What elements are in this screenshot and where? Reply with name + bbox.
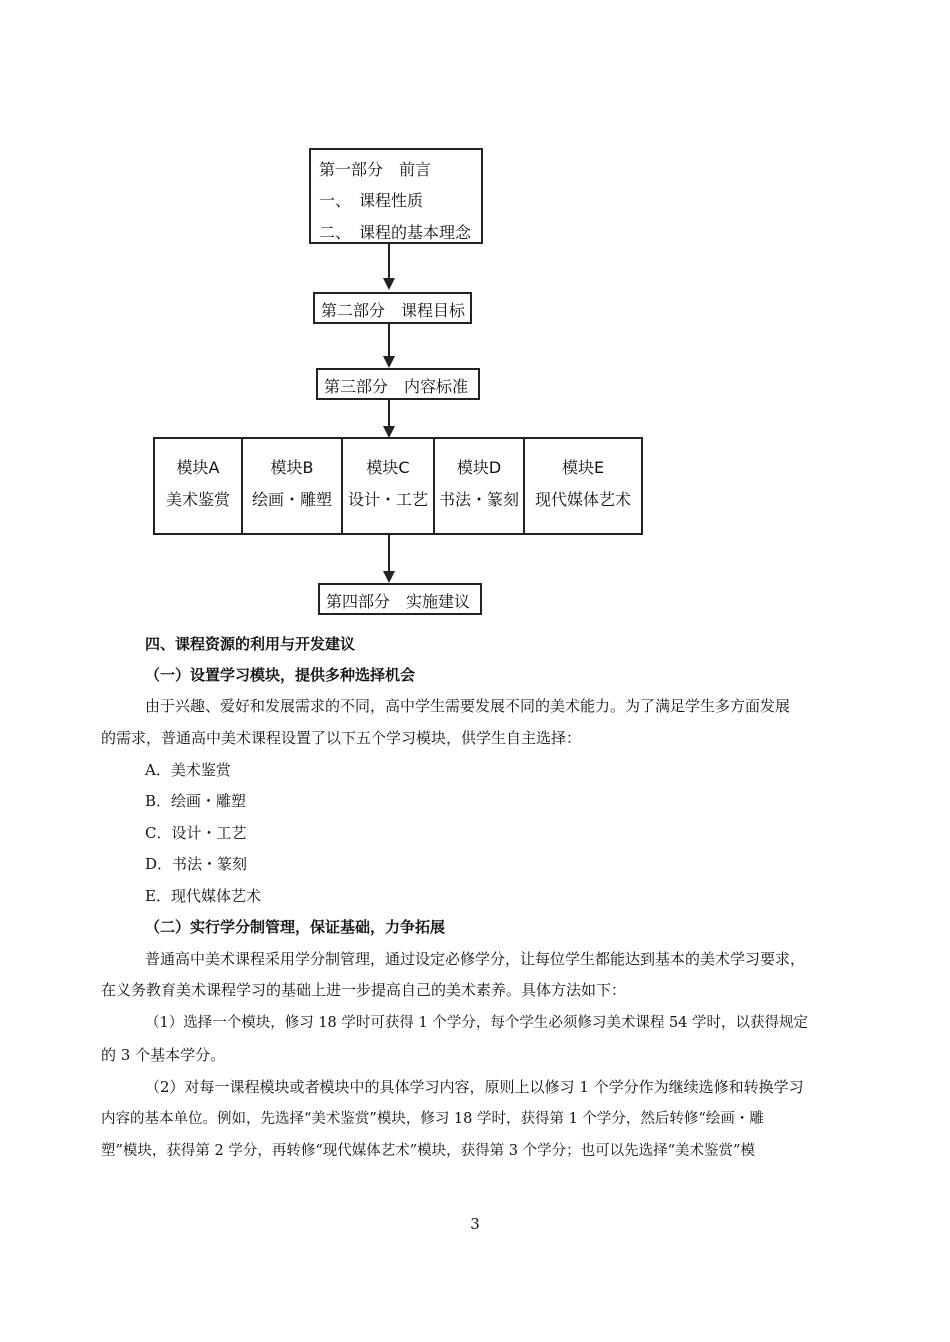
arrow-line-4 — [388, 535, 390, 571]
paragraph-4-line-1: （2）对每一课程模块或者模块中的具体学习内容，原则上以修习 1 个学分作为继续选修和转换学习 — [145, 1078, 804, 1096]
part1-item2: 二、 课程的基本理念 — [319, 223, 472, 242]
part1-box — [309, 148, 483, 244]
module-title: 模块C — [366, 458, 410, 477]
arrow-down-icon — [383, 278, 395, 290]
module-list-item: A．美术鉴赏 — [145, 761, 231, 779]
arrow-line-3 — [388, 398, 390, 426]
module-name: 绘画・雕塑 — [251, 490, 332, 509]
part2-box — [313, 292, 472, 324]
part3-title: 第三部分 内容标准 — [324, 377, 469, 396]
part1-item1: 一、 课程性质 — [319, 191, 424, 210]
module-d — [435, 439, 525, 533]
module-title: 模块E — [561, 458, 605, 477]
curriculum-flowchart — [0, 0, 950, 620]
section-heading: 四、课程资源的利用与开发建议 — [145, 635, 356, 653]
module-title: 模块A — [176, 458, 220, 477]
paragraph-3-line-1: （1）选择一个模块，修习 18 学时可获得 1 个学分，每个学生必须修习美术课程 54 学时，以获得规定 — [145, 1015, 809, 1031]
module-e — [525, 439, 641, 533]
paragraph-2-line-1: 普通高中美术课程采用学分制管理，通过设定必修学分，让每位学生都能达到基本的美术学习要求， — [145, 950, 806, 968]
modules-row — [153, 437, 643, 535]
paragraph-2-line-2: 在义务教育美术课程学习的基础上进一步提高自己的美术素养。具体方法如下： — [101, 981, 627, 999]
module-b — [243, 439, 343, 533]
module-name: 美术鉴赏 — [165, 490, 230, 509]
arrow-line-2 — [388, 322, 390, 356]
paragraph-3-line-2: 的 3 个基本学分。 — [101, 1046, 226, 1064]
paragraph-1-line-2: 的需求，普通高中美术课程设置了以下五个学习模块，供学生自主选择： — [101, 729, 582, 747]
paragraph-1-line-1: 由于兴趣、爱好和发展需求的不同，高中学生需要发展不同的美术能力。为了满足学生多方面发展 — [145, 697, 791, 715]
page-number: 3 — [470, 1215, 480, 1233]
module-list-item: D．书法・篆刻 — [145, 855, 248, 873]
module-list-item: B．绘画・雕塑 — [145, 792, 247, 810]
part4-box — [318, 583, 482, 615]
subsection-2-heading: （二）实行学分制管理，保证基础，力争拓展 — [145, 918, 446, 936]
arrow-down-icon — [383, 571, 395, 583]
arrow-down-icon — [383, 356, 395, 368]
part3-box — [316, 368, 480, 400]
paragraph-4-line-3: 塑”模块，获得第 2 学分，再转修“现代媒体艺术”模块，获得第 3 个学分；也可以先选择“美术鉴赏”模 — [101, 1143, 755, 1159]
module-title: 模块B — [270, 458, 314, 477]
module-name: 设计・工艺 — [347, 490, 428, 509]
subsection-1-heading: （一）设置学习模块，提供多种选择机会 — [145, 666, 416, 684]
module-list-item: E．现代媒体艺术 — [145, 887, 261, 905]
paragraph-4-line-2: 内容的基本单位。例如，先选择“美术鉴赏”模块，修习 18 学时，获得第 1 个学分，然后转修“绘画・雕 — [101, 1111, 764, 1127]
part2-title: 第二部分 课程目标 — [321, 301, 466, 320]
part4-title: 第四部分 实施建议 — [326, 592, 471, 611]
arrow-line-1 — [388, 242, 390, 278]
module-name: 现代媒体艺术 — [534, 490, 631, 509]
module-title: 模块D — [456, 458, 502, 477]
module-list-item: C．设计・工艺 — [145, 824, 247, 842]
part1-title: 第一部分 前言 — [319, 160, 432, 179]
module-name: 书法・篆刻 — [438, 490, 519, 509]
module-c — [343, 439, 435, 533]
module-a — [155, 439, 243, 533]
